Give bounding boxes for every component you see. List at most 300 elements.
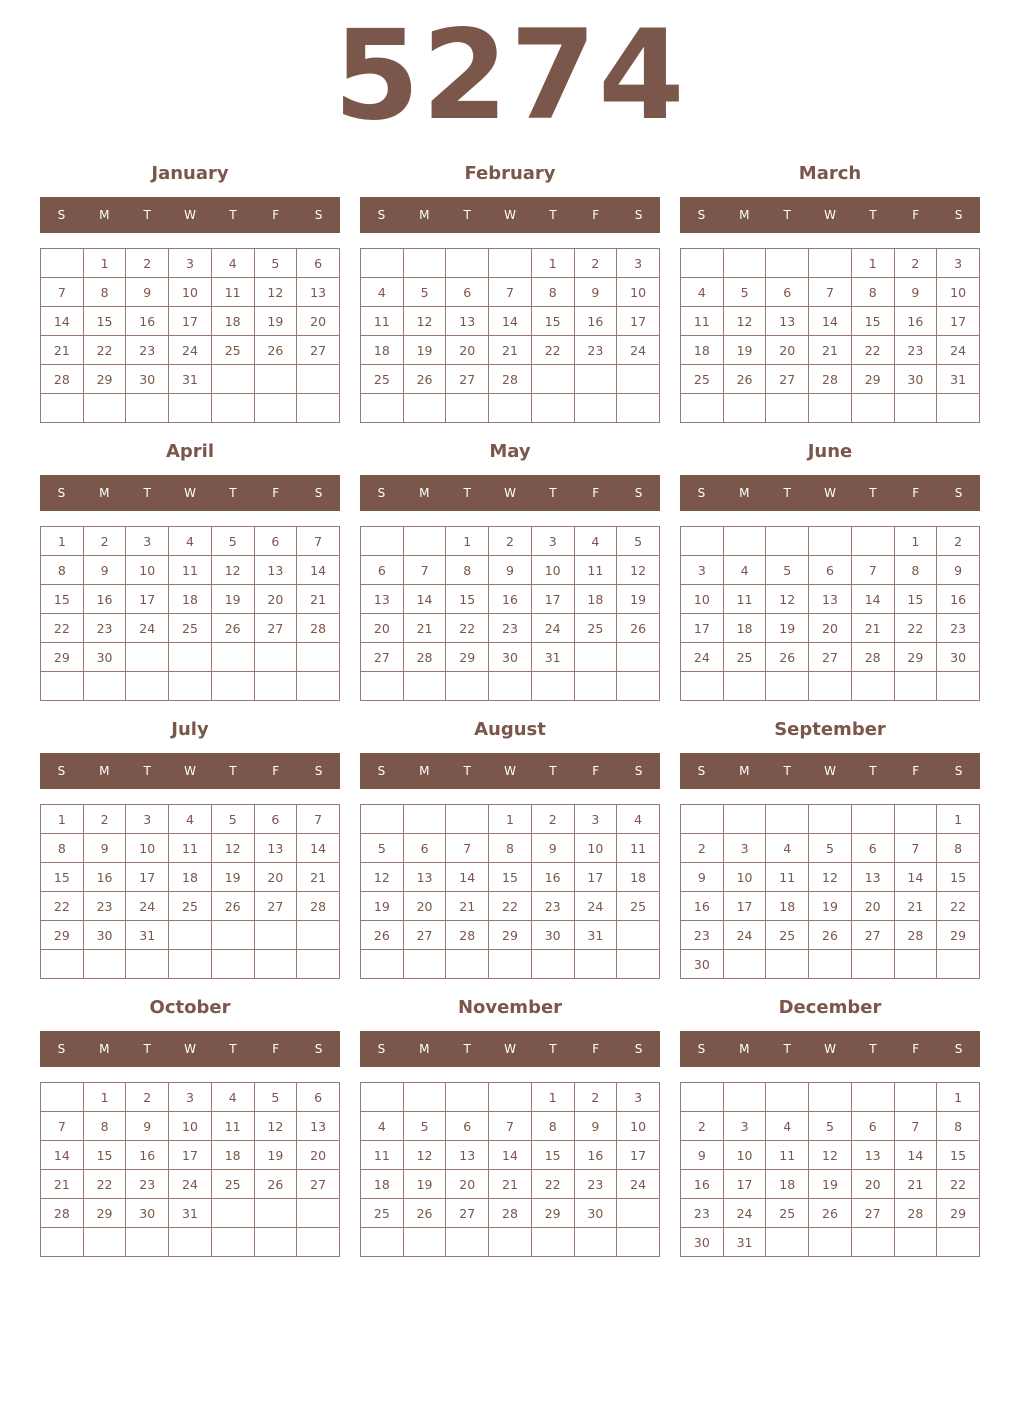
day-cell: 4 [211, 249, 254, 278]
day-cell: 1 [446, 527, 489, 556]
day-cell: 12 [809, 863, 852, 892]
day-cell: 8 [894, 556, 937, 585]
day-cell: 24 [169, 1170, 212, 1199]
weekday-label: T [463, 208, 471, 222]
day-cell [403, 805, 446, 834]
day-cell [169, 394, 212, 423]
week-row [681, 614, 980, 643]
day-cell: 13 [851, 863, 894, 892]
day-cell [489, 950, 532, 979]
week-row [681, 394, 980, 423]
week-row [681, 1112, 980, 1141]
day-cell: 5 [403, 278, 446, 307]
weekday-header [680, 475, 980, 511]
day-cell: 19 [211, 863, 254, 892]
weekday-label: T [549, 208, 557, 222]
weekday-label: S [377, 764, 386, 778]
day-cell [41, 950, 84, 979]
day-grid [680, 526, 980, 701]
day-cell: 7 [403, 556, 446, 585]
week-row [681, 249, 980, 278]
weekday-label: S [697, 486, 706, 500]
day-cell: 30 [83, 643, 126, 672]
day-cell: 12 [766, 585, 809, 614]
day-cell [489, 1228, 532, 1257]
day-cell: 8 [446, 556, 489, 585]
weekday-label: F [912, 764, 920, 778]
day-cell: 26 [211, 614, 254, 643]
day-cell [169, 672, 212, 701]
day-cell: 17 [169, 307, 212, 336]
day-cell: 28 [297, 892, 340, 921]
day-cell: 26 [403, 1199, 446, 1228]
day-cell: 26 [723, 365, 766, 394]
day-cell: 31 [531, 643, 574, 672]
day-cell: 21 [489, 1170, 532, 1199]
day-grid [680, 1082, 980, 1257]
day-cell: 28 [41, 1199, 84, 1228]
day-cell: 1 [531, 1083, 574, 1112]
day-cell: 8 [83, 278, 126, 307]
day-cell: 22 [531, 1170, 574, 1199]
week-row [41, 527, 340, 556]
day-cell [894, 1228, 937, 1257]
day-cell [403, 672, 446, 701]
day-cell: 23 [574, 1170, 617, 1199]
day-cell: 24 [531, 614, 574, 643]
day-cell [361, 672, 404, 701]
weekday-label: S [57, 1042, 66, 1056]
day-cell: 13 [297, 278, 340, 307]
day-cell: 9 [126, 1112, 169, 1141]
day-cell: 14 [297, 834, 340, 863]
day-cell [723, 394, 766, 423]
year-title: 5274 [333, 4, 687, 148]
day-cell [723, 249, 766, 278]
day-cell [489, 394, 532, 423]
day-cell: 2 [681, 834, 724, 863]
day-cell: 6 [403, 834, 446, 863]
day-grid [40, 526, 340, 701]
day-cell: 10 [126, 834, 169, 863]
day-cell: 6 [851, 1112, 894, 1141]
day-cell [403, 1083, 446, 1112]
month-name: February [464, 163, 556, 184]
day-cell [297, 394, 340, 423]
month-name: July [171, 719, 209, 740]
week-row [41, 278, 340, 307]
day-cell: 28 [446, 921, 489, 950]
weekday-label: S [314, 486, 323, 500]
day-cell: 27 [403, 921, 446, 950]
day-cell [531, 394, 574, 423]
day-cell [766, 805, 809, 834]
day-cell: 12 [254, 1112, 297, 1141]
day-cell: 7 [851, 556, 894, 585]
weekday-label: S [697, 1042, 706, 1056]
day-cell [169, 921, 212, 950]
weekday-label: F [912, 486, 920, 500]
week-row [681, 1170, 980, 1199]
day-grid [360, 526, 660, 701]
day-cell: 24 [937, 336, 980, 365]
week-row [361, 365, 660, 394]
day-cell: 31 [574, 921, 617, 950]
day-cell: 5 [211, 805, 254, 834]
day-cell: 17 [617, 307, 660, 336]
weekday-label: F [272, 486, 280, 500]
week-row [41, 614, 340, 643]
day-cell [617, 672, 660, 701]
day-cell: 6 [254, 527, 297, 556]
week-row [681, 921, 980, 950]
day-cell: 15 [531, 1141, 574, 1170]
day-cell: 6 [361, 556, 404, 585]
day-cell: 22 [83, 1170, 126, 1199]
day-cell: 13 [297, 1112, 340, 1141]
day-cell: 25 [681, 365, 724, 394]
weekday-label: T [869, 208, 877, 222]
day-cell: 1 [41, 805, 84, 834]
week-row [681, 556, 980, 585]
day-cell [489, 1083, 532, 1112]
day-cell: 26 [809, 1199, 852, 1228]
day-cell [574, 643, 617, 672]
day-cell [446, 950, 489, 979]
day-cell: 25 [211, 1170, 254, 1199]
day-cell: 4 [361, 1112, 404, 1141]
day-cell: 14 [809, 307, 852, 336]
day-cell: 30 [489, 643, 532, 672]
day-cell: 28 [403, 643, 446, 672]
day-cell: 12 [211, 556, 254, 585]
day-cell: 23 [83, 892, 126, 921]
weekday-label: W [504, 486, 516, 500]
day-grid [40, 1082, 340, 1257]
week-row [41, 365, 340, 394]
day-cell: 14 [41, 1141, 84, 1170]
day-cell: 27 [851, 1199, 894, 1228]
day-cell: 16 [83, 863, 126, 892]
day-cell: 19 [254, 307, 297, 336]
month-name: April [165, 441, 215, 462]
week-row [681, 585, 980, 614]
day-cell [766, 1083, 809, 1112]
day-cell: 26 [403, 365, 446, 394]
day-cell: 15 [41, 585, 84, 614]
day-cell: 24 [126, 892, 169, 921]
day-cell: 1 [83, 249, 126, 278]
weekday-label: T [143, 1042, 151, 1056]
day-cell: 23 [126, 336, 169, 365]
week-row [361, 394, 660, 423]
day-cell [894, 394, 937, 423]
day-cell: 24 [723, 1199, 766, 1228]
day-cell: 12 [403, 307, 446, 336]
day-cell: 7 [297, 527, 340, 556]
weekday-header [360, 475, 660, 511]
weekday-label: W [824, 208, 836, 222]
day-cell: 18 [617, 863, 660, 892]
day-cell: 28 [809, 365, 852, 394]
day-cell: 7 [809, 278, 852, 307]
day-cell [211, 365, 254, 394]
day-cell [254, 672, 297, 701]
weekday-label: M [739, 486, 750, 500]
day-cell [361, 527, 404, 556]
day-cell: 19 [766, 614, 809, 643]
day-cell [766, 394, 809, 423]
day-cell [211, 672, 254, 701]
weekday-label: T [463, 764, 471, 778]
week-row [41, 643, 340, 672]
day-cell: 1 [937, 805, 980, 834]
day-cell [617, 921, 660, 950]
week-row [681, 278, 980, 307]
day-cell: 26 [766, 643, 809, 672]
day-cell: 1 [83, 1083, 126, 1112]
day-cell: 21 [41, 1170, 84, 1199]
weekday-label: S [634, 486, 643, 500]
day-cell: 30 [83, 921, 126, 950]
weekday-header [360, 197, 660, 233]
day-cell: 29 [937, 1199, 980, 1228]
day-cell [211, 1199, 254, 1228]
day-cell: 30 [574, 1199, 617, 1228]
day-cell: 11 [766, 1141, 809, 1170]
day-cell: 12 [617, 556, 660, 585]
weekday-label: S [57, 486, 66, 500]
day-cell: 20 [297, 1141, 340, 1170]
day-cell [766, 249, 809, 278]
day-cell [211, 394, 254, 423]
day-cell: 13 [446, 1141, 489, 1170]
day-cell: 2 [489, 527, 532, 556]
day-cell: 27 [851, 921, 894, 950]
day-cell [851, 805, 894, 834]
weekday-label: W [184, 208, 196, 222]
day-cell: 12 [211, 834, 254, 863]
day-cell: 16 [574, 1141, 617, 1170]
day-cell [254, 950, 297, 979]
day-cell: 25 [211, 336, 254, 365]
day-cell [403, 394, 446, 423]
day-cell: 3 [126, 805, 169, 834]
day-cell: 11 [361, 307, 404, 336]
day-cell: 22 [937, 1170, 980, 1199]
day-cell: 8 [937, 834, 980, 863]
day-cell [531, 672, 574, 701]
day-cell [297, 1228, 340, 1257]
weekday-label: F [592, 1042, 600, 1056]
day-cell: 9 [681, 1141, 724, 1170]
day-cell: 3 [723, 834, 766, 863]
day-cell: 20 [446, 336, 489, 365]
day-cell: 18 [361, 1170, 404, 1199]
day-cell: 7 [489, 278, 532, 307]
day-cell: 29 [83, 1199, 126, 1228]
day-cell [681, 805, 724, 834]
weekday-label: W [184, 486, 196, 500]
day-cell [617, 950, 660, 979]
day-cell: 17 [723, 1170, 766, 1199]
day-cell: 8 [531, 278, 574, 307]
day-cell: 5 [211, 527, 254, 556]
day-cell: 22 [489, 892, 532, 921]
day-cell: 29 [446, 643, 489, 672]
weekday-label: T [143, 208, 151, 222]
week-row [361, 1199, 660, 1228]
day-cell: 7 [894, 834, 937, 863]
day-cell [937, 394, 980, 423]
day-cell: 27 [361, 643, 404, 672]
day-cell: 20 [297, 307, 340, 336]
month-name: June [807, 441, 853, 462]
day-cell: 14 [297, 556, 340, 585]
day-cell: 5 [254, 249, 297, 278]
day-cell: 6 [297, 249, 340, 278]
day-cell [766, 950, 809, 979]
day-cell: 15 [83, 307, 126, 336]
day-cell: 29 [937, 921, 980, 950]
day-cell: 25 [766, 921, 809, 950]
week-row [681, 1083, 980, 1112]
day-cell [809, 527, 852, 556]
month-name: May [489, 441, 531, 462]
day-cell [851, 1228, 894, 1257]
day-cell: 28 [851, 643, 894, 672]
day-cell: 7 [894, 1112, 937, 1141]
month-name: August [474, 719, 546, 740]
day-cell: 17 [531, 585, 574, 614]
day-cell: 8 [41, 556, 84, 585]
day-cell: 11 [169, 556, 212, 585]
day-cell [723, 527, 766, 556]
weekday-label: W [824, 1042, 836, 1056]
day-cell [809, 805, 852, 834]
day-cell [723, 805, 766, 834]
weekday-label: W [824, 764, 836, 778]
day-cell: 9 [574, 278, 617, 307]
weekday-label: W [184, 764, 196, 778]
day-cell [83, 672, 126, 701]
day-cell [489, 672, 532, 701]
day-cell: 18 [766, 1170, 809, 1199]
day-cell: 27 [297, 1170, 340, 1199]
day-cell [531, 950, 574, 979]
day-cell: 4 [723, 556, 766, 585]
day-cell: 30 [531, 921, 574, 950]
day-cell: 7 [446, 834, 489, 863]
day-cell [169, 643, 212, 672]
day-cell: 4 [617, 805, 660, 834]
weekday-label: F [272, 764, 280, 778]
day-cell: 31 [937, 365, 980, 394]
day-cell: 8 [41, 834, 84, 863]
day-cell: 27 [254, 614, 297, 643]
day-cell: 19 [254, 1141, 297, 1170]
day-cell: 13 [361, 585, 404, 614]
day-cell: 12 [723, 307, 766, 336]
day-cell [809, 672, 852, 701]
day-cell [851, 394, 894, 423]
week-row [361, 1083, 660, 1112]
day-cell [297, 1199, 340, 1228]
day-cell: 21 [894, 1170, 937, 1199]
day-cell: 17 [937, 307, 980, 336]
day-cell: 18 [211, 307, 254, 336]
week-row [361, 307, 660, 336]
day-cell [169, 950, 212, 979]
day-cell: 2 [83, 805, 126, 834]
day-cell [681, 1083, 724, 1112]
day-cell [766, 1228, 809, 1257]
weekday-label: T [869, 486, 877, 500]
day-cell: 15 [446, 585, 489, 614]
day-cell [531, 1228, 574, 1257]
day-cell [617, 1199, 660, 1228]
day-cell [297, 365, 340, 394]
day-cell: 1 [531, 249, 574, 278]
day-cell: 4 [211, 1083, 254, 1112]
day-cell: 3 [531, 527, 574, 556]
day-cell: 2 [574, 249, 617, 278]
day-cell [574, 365, 617, 394]
day-cell [723, 672, 766, 701]
day-cell: 29 [894, 643, 937, 672]
day-cell [574, 672, 617, 701]
day-cell: 4 [681, 278, 724, 307]
day-cell: 19 [361, 892, 404, 921]
week-row [41, 249, 340, 278]
day-cell: 4 [574, 527, 617, 556]
day-cell [126, 643, 169, 672]
week-row [361, 863, 660, 892]
day-cell: 7 [41, 1112, 84, 1141]
day-cell: 17 [126, 863, 169, 892]
weekday-header [680, 197, 980, 233]
day-cell: 10 [617, 278, 660, 307]
month-name: December [778, 997, 882, 1018]
week-row [41, 1228, 340, 1257]
day-cell [894, 805, 937, 834]
day-cell [126, 1228, 169, 1257]
weekday-label: S [634, 764, 643, 778]
weekday-header [40, 197, 340, 233]
day-cell: 24 [723, 921, 766, 950]
day-cell: 21 [297, 863, 340, 892]
day-cell [254, 365, 297, 394]
day-cell [446, 249, 489, 278]
day-cell: 1 [894, 527, 937, 556]
day-cell [254, 921, 297, 950]
week-row [41, 950, 340, 979]
week-row [361, 892, 660, 921]
day-cell: 28 [489, 1199, 532, 1228]
weekday-label: W [504, 208, 516, 222]
day-cell: 18 [723, 614, 766, 643]
weekday-label: M [419, 486, 430, 500]
day-cell: 9 [489, 556, 532, 585]
day-cell: 22 [531, 336, 574, 365]
day-cell: 9 [574, 1112, 617, 1141]
day-cell: 16 [574, 307, 617, 336]
day-cell: 27 [446, 1199, 489, 1228]
day-cell: 2 [83, 527, 126, 556]
month-name: March [798, 163, 862, 184]
day-cell: 18 [169, 863, 212, 892]
day-cell: 4 [169, 805, 212, 834]
